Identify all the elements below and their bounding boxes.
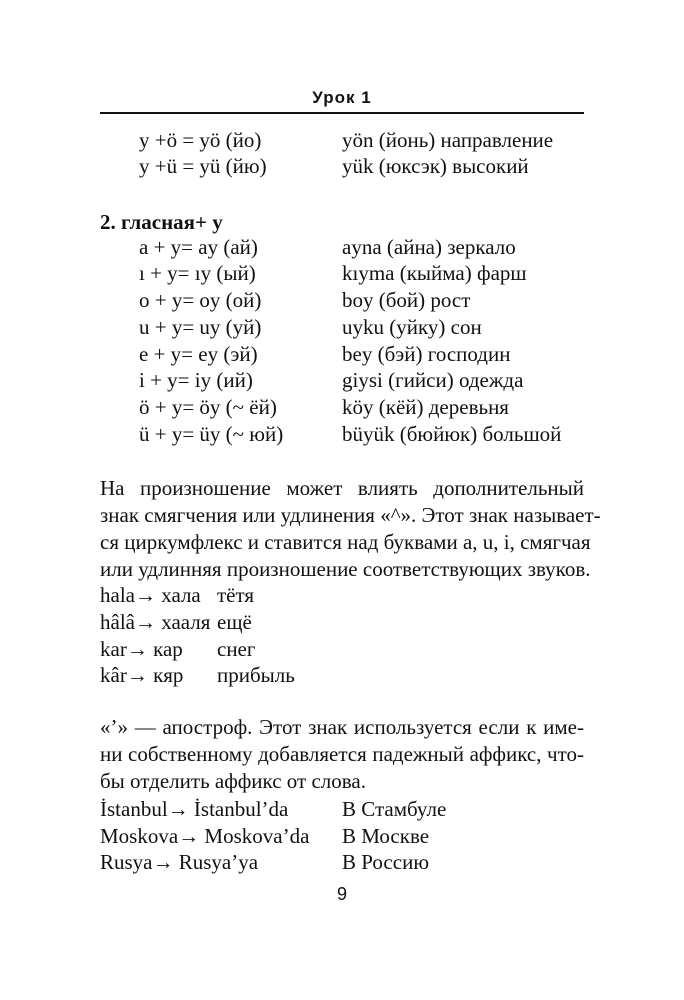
paragraph-line: «’» — апостроф. Этот знак используется если к име- [100,715,584,739]
rule-text: u + y= uy (уй) [139,315,262,339]
header-divider [100,112,584,114]
apostrophe-paragraph [100,714,584,795]
rule-text: y +ö = yö (йо) [139,128,262,152]
example-word: hala→ хала [100,583,201,607]
example-meaning: ещё [217,610,252,634]
example-text: uyku (уйку) сон [342,315,482,339]
page-number: 9 [336,884,347,904]
paragraph-line: ся циркумфлекс и ставится над буквами a, u, i, смягчая [100,530,591,554]
example-meaning: снег [217,637,256,661]
example-text: büyük (бюйюк) большой [342,422,562,446]
rule-text: e + y= ey (эй) [139,342,258,366]
example-meaning: В Россию [342,850,430,874]
example-meaning: тётя [217,583,255,607]
example-word: kâr→ кяр [100,663,184,687]
example-word: İstanbul→ İstanbul’da [100,797,289,821]
example-meaning: В Москве [342,824,430,848]
example-text: ayna (айна) зеркало [342,235,516,259]
rule-text: o + y= oy (ой) [139,288,262,312]
example-text: boy (бой) рост [342,288,471,312]
example-meaning: прибыль [217,663,295,687]
example-word: Rusya→ Rusya’ya [100,850,259,874]
rule-text: ı + y= ıy (ый) [139,261,256,285]
example-word: hâlâ→ хааля [100,610,211,634]
rule-text: a + y= ay (ай) [139,235,258,259]
example-meaning: В Стамбуле [342,797,447,821]
circumflex-paragraph [100,475,601,583]
example-text: yük (юксэк) высокий [342,154,529,178]
example-text: köy (кёй) деревьня [342,395,509,419]
running-header-title: Урок 1 [312,88,372,107]
example-text: bey (бэй) господин [342,342,511,366]
section-heading: 2. гласная+ y [100,210,223,234]
rule-text: ö + y= öy (~ ёй) [139,395,277,419]
paragraph-line: знак смягчения или удлинения «^». Этот знак называет- [100,503,601,527]
example-text: giysi (гийси) одежда [342,368,524,392]
example-word: Moskova→ Moskova’da [100,824,310,848]
rule-text: ü + y= üy (~ юй) [139,422,284,446]
rule-text: i + y= iy (ий) [139,368,253,392]
paragraph-line: или удлинняя произношение соответствующих звуков. [100,557,591,581]
paragraph-line: бы отделить аффикс от слова. [100,769,366,793]
example-word: kar→ кар [100,637,183,661]
example-text: yön (йонь) направление [342,128,554,152]
example-text: kıyma (кыйма) фарш [342,261,527,285]
paragraph-line: ни собственному добавляется падежный аффикс, что- [100,742,584,766]
paragraph-line: На произношение может влиять дополнительный [100,476,584,500]
rule-text: y +ü = yü (йю) [139,154,267,178]
